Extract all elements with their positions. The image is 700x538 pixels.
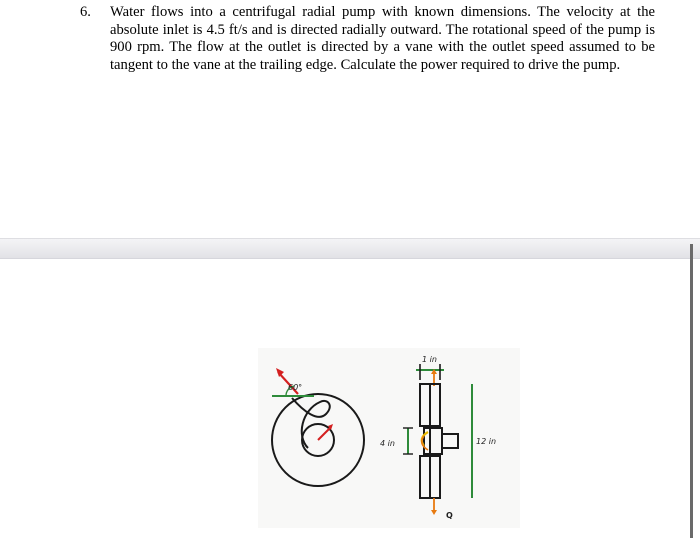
pump-diagram xyxy=(258,340,520,530)
radial-arrow xyxy=(318,428,330,440)
problem-text: Water flows into a centrifugal radial pump with known dimensions. The velocity at the absolute inlet is 4.5 ft/s and is directed radially outward. The rotational speed of the pump is 900 rpm. The flow at the outlet is directed by a vane with the outlet speed assumed to be tangent to the vane at the trailing edge. Calculate the power required to drive the pump. xyxy=(110,4,655,73)
inner-diameter-label: 4 in xyxy=(380,439,395,448)
vane-curve xyxy=(292,398,330,448)
impeller-front-view xyxy=(272,368,364,486)
page-divider xyxy=(0,238,700,259)
angle-label: 60° xyxy=(288,383,303,392)
problem-statement xyxy=(80,4,655,74)
flow-label: Q xyxy=(446,511,453,520)
impeller-side-view xyxy=(380,355,496,520)
page-edge-line xyxy=(690,244,693,538)
bottom-flow-arrow-head xyxy=(431,510,437,515)
problem-number: 6. xyxy=(80,4,91,20)
outer-diameter-label: 12 in xyxy=(476,437,497,446)
width-label: 1 in xyxy=(422,355,437,364)
drive-shaft xyxy=(442,434,458,448)
